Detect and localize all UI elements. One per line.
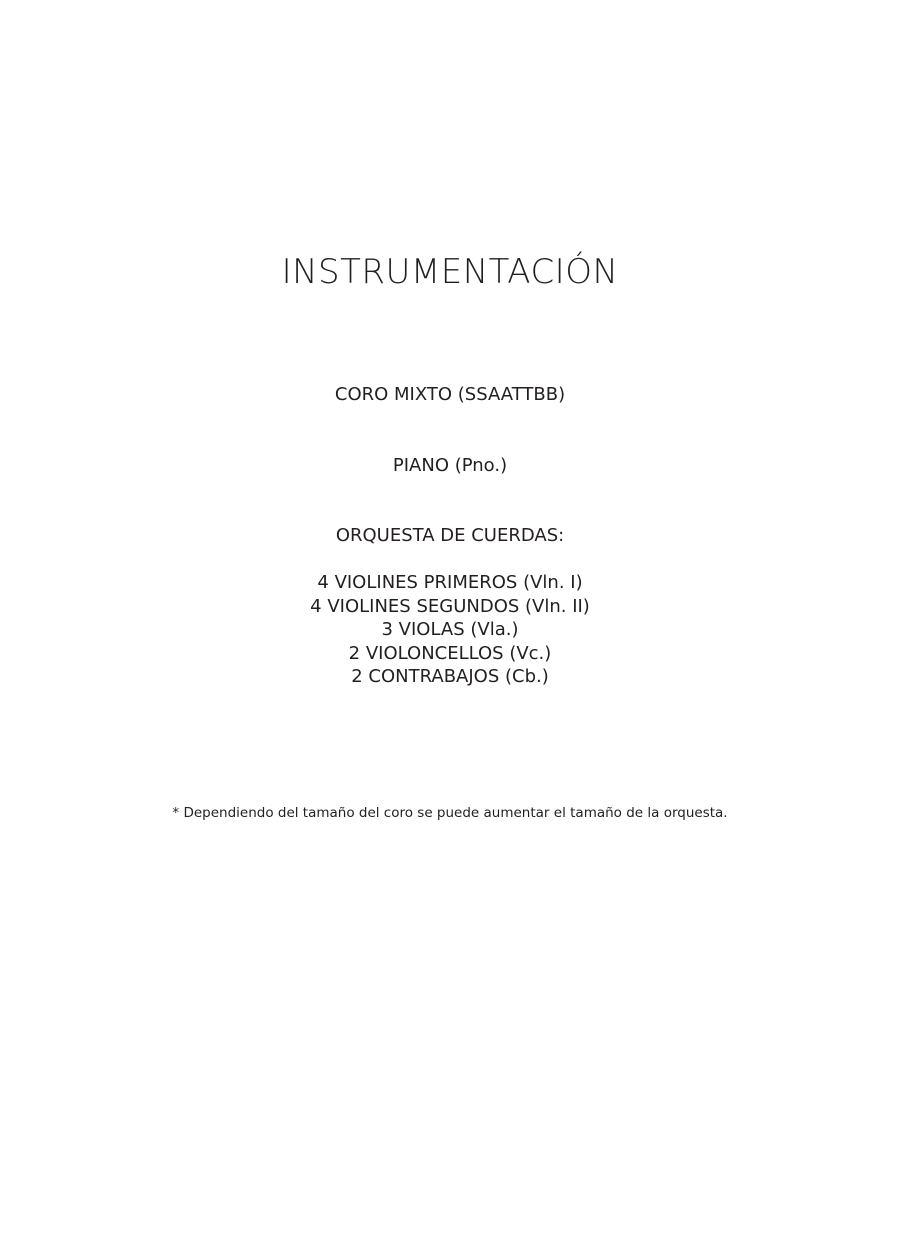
footnote: * Dependiendo del tamaño del coro se puede aumentar el tamaño de la orquesta. (172, 805, 728, 821)
strings-item-cellos: 2 VIOLONCELLOS (Vc.) (348, 642, 552, 664)
strings-item-violins-second: 4 VIOLINES SEGUNDOS (Vln. II) (310, 595, 590, 617)
page-title: INSTRUMENTACIÓN (281, 252, 619, 292)
strings-item-violas: 3 VIOLAS (Vla.) (381, 619, 519, 640)
strings-item-violins-first: 4 VIOLINES PRIMEROS (Vln. I) (317, 572, 583, 593)
choir-entry: CORO MIXTO (SSAATTBB) (334, 384, 566, 405)
strings-item-double-basses: 2 CONTRABAJOS (Cb.) (351, 666, 549, 687)
strings-list (0, 571, 900, 689)
strings-heading: ORQUESTA DE CUERDAS: (335, 525, 565, 546)
piano-entry: PIANO (Pno.) (392, 455, 508, 476)
